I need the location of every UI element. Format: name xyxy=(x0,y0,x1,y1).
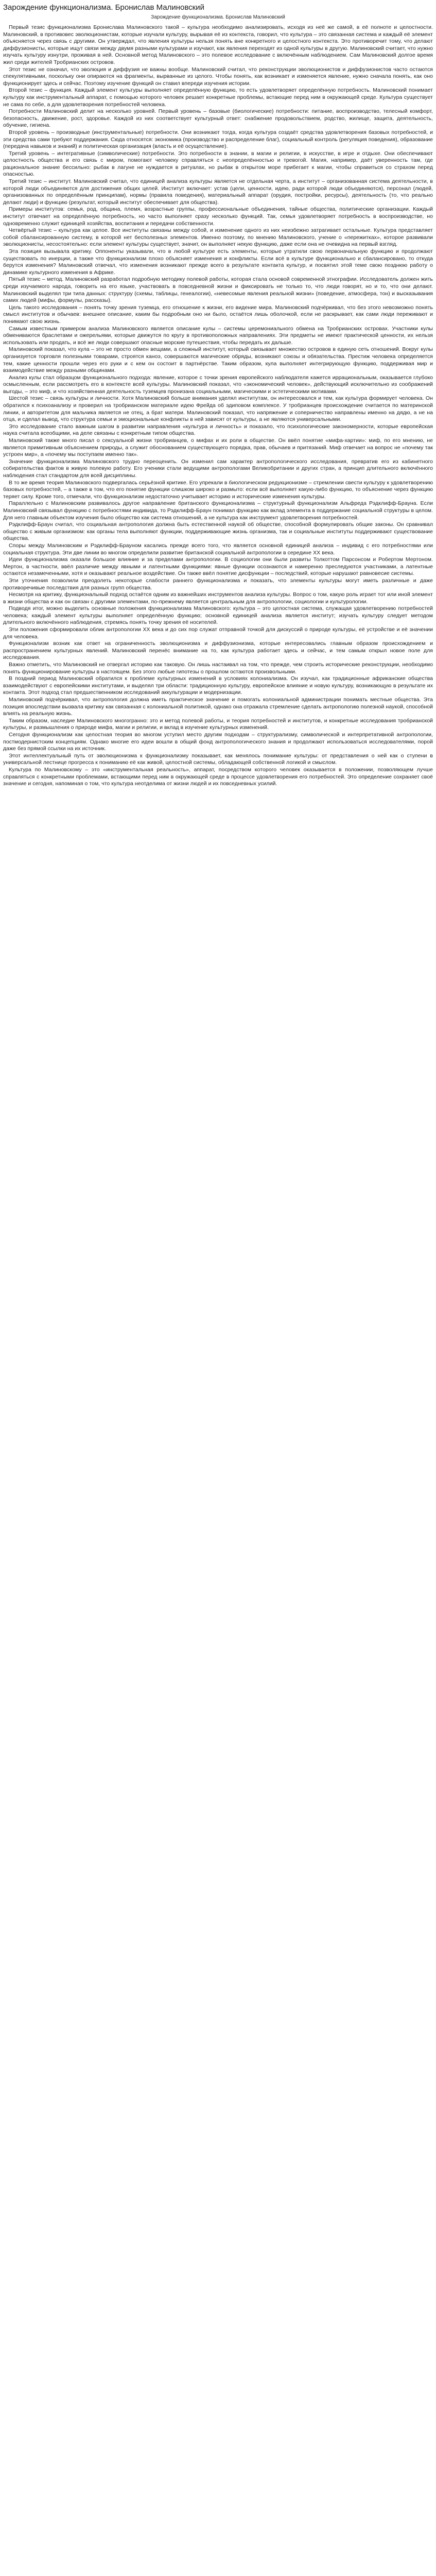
article-body xyxy=(3,24,433,788)
article-paragraph: Второй тезис – функция. Каждый элемент культуры выполняет определённую функцию, то есть удовлетворяет определённую потребность. Малиновский понимает культуру как инструментальный аппарат, с помощью которого человек решает конкретные проблемы, встающие перед ним в окружающей среде. Культура существует не сама по себе, а для удовлетворения потребностей человека. xyxy=(3,87,433,108)
article-paragraph: Второй уровень – производные (инструментальные) потребности. Они возникают тогда, когда культура создаёт средства удовлетворения базовых потребностей, и эти средства сами требуют поддержания. Сюда относятся: экономика (производство и распределение благ), социальный контроль (регуляция поведения), образование (передача навыков и знаний) и политическая организация (власть и её осуществление). xyxy=(3,129,433,150)
article-paragraph: Первый тезис функционализма Бронислава Малиновского такой – культура необходимо анализировать, исходя из неё же самой, в её полноте и целостности. Малиновский, в противовес эволюционистам, которые изучали культуру, вырывая её из контекста, говорил, что культура – это связанная система и каждый её элемент объясняется через связь с другими. Он утверждал, что явления культуры нельзя понять вне конкретного и целостного контекста. Это противоречит тому, что делают диффузионисты, которые ищут связи между двумя разными культурами и изучают, как явления переходят из одной культуры в другую. Малиновский считает, что нужно изучать культуру изнутри, проживая в ней. Основной метод Малиновского – это полевое исследование с включённым наблюдением. Сам Малиновский долгое время жил среди жителей Тробрианских островов. xyxy=(3,24,433,65)
article-paragraph: Шестой тезис – связь культуры и личности. Хотя Малиновский больше внимания уделял институтам, он интересовался и тем, как культура формирует человека. Он обратился к психоанализу и проверил на тробрианском материале идею Фрейда об эдиповом комплексе. У тробрианцев происхождение считается по материнской линии, и авторитетом для мальчика является не отец, а брат матери. Малиновский показал, что напряжение и соперничество направлены именно на дядю, а не на отца, и сделал вывод, что структура семьи и эмоциональные конфликты в ней зависят от культуры, а не являются универсальными. xyxy=(3,395,433,423)
article-paragraph: Потребности Малиновский делит на несколько уровней. Первый уровень – базовые (биологические) потребности: питание, воспроизводство, телесный комфорт, безопасность, движение, рост, здоровье. Каждой из них соответствует культурный ответ: снабжение продовольствием, родство, жилище, защита, деятельность, обучение, гигиена. xyxy=(3,108,433,129)
article-paragraph: Таким образом, наследие Малиновского многогранно: это и метод полевой работы, и теория потребностей и институтов, и конкретные исследования тробрианской культуры, и размышления о природе мифа, магии и религии, и вклад в изучение культурных изменений. xyxy=(3,717,433,731)
article-paragraph: Идеи функционализма оказали большое влияние и за пределами антропологии. В социологии они были развиты Толкоттом Парсонсом и Робертом Мертоном. Мертон, в частности, ввёл различие между явными и латентными функциями: явные функции осознаются и намеренно преследуются участниками, а латентные остаются незамеченными, хотя и оказывают реальное воздействие. Он также ввёл понятие дисфункции – последствий, которые нарушают равновесие системы. xyxy=(3,556,433,577)
article-paragraph: Эти уточнения позволили преодолеть некоторые слабости раннего функционализма и показать, что элементы культуры могут иметь различные и даже противоречивые последствия для разных групп общества. xyxy=(3,577,433,591)
article-paragraph: Важно отметить, что Малиновский не отвергал историю как таковую. Он лишь настаивал на том, что прежде, чем строить исторические реконструкции, необходимо понять функционирование культуры в настоящем. Без этого любые гипотезы о прошлом остаются произвольными. xyxy=(3,662,433,675)
article-paragraph: Четвёртый тезис – культура как целое. Все институты связаны между собой, и изменение одного из них неизбежно затрагивает остальные. Культура представляет собой сбалансированную систему, в которой нет бесполезных элементов. Именно поэтому, по мнению Малиновского, учение о «пережитках», которое развивали эволюционисты, несостоятельно: если элемент культуры существует, значит, он выполняет некую функцию, даже если она не очевидна на первый взгляд. xyxy=(3,227,433,248)
article-paragraph: Рэдклифф-Браун считал, что социальная антропология должна быть естественной наукой об обществе, способной формулировать общие законы. Он сравнивал общество с живым организмом: как органы тела выполняют функции, поддерживающие жизнь организма, так и социальные институты поддерживают существование общества. xyxy=(3,521,433,542)
article-title: Зарождение функционализма. Бронислав Малиновский xyxy=(3,3,204,12)
article-paragraph: Значение функционализма Малиновского трудно переоценить. Он изменил сам характер антропологического исследования, превратив его из кабинетного собирательства фактов в живую полевую работу. Его ученики стали ведущими антропологами Великобритании и других стран, а принцип длительного включённого наблюдения стал стандартом для всей дисциплины. xyxy=(3,458,433,479)
article-paragraph: Параллельно с Малиновским развивалось другое направление британского функционализма – структурный функционализм Альфреда Рэдклифф-Брауна. Если Малиновский связывал функцию с потребностями индивида, то Рэдклифф-Браун понимал функцию как вклад элемента в поддержание социальной структуры в целом. Для него главным объектом изучения было общество как система отношений, а не культура как инструмент удовлетворения потребностей. xyxy=(3,500,433,521)
article-paragraph: Сегодня функционализм как целостная теория во многом уступил место другим подходам – структурализму, символической и интерпретативной антропологии, постмодернистским концепциям. Однако многие его идеи вошли в общий фонд антропологического знания и продолжают использоваться исследователями, порой даже без прямой ссылки на их источник. xyxy=(3,731,433,752)
article-paragraph: Несмотря на критику, функциональный подход остаётся одним из важнейших инструментов анализа культуры. Вопрос о том, какую роль играет тот или иной элемент в жизни общества и как он связан с другими элементами, по-прежнему является центральным для антропологии, социологии и культурологии. xyxy=(3,591,433,605)
article-paragraph: Подводя итог, можно выделить основные положения функционализма Малиновского: культура – это целостная система, служащая удовлетворению потребностей человека; каждый элемент культуры выполняет определённую функцию; основной единицей анализа является институт; изучать культуру следует методом длительного включённого наблюдения, стремясь понять точку зрения её носителей. xyxy=(3,605,433,626)
article-paragraph: Эти положения сформировали облик антропологии XX века и до сих пор служат отправной точкой для дискуссий о природе культуры, её устройстве и её значении для человека. xyxy=(3,626,433,640)
article-page xyxy=(0,0,436,803)
article-paragraph: Этот тезис не означал, что эволюция и диффузия не важны вообще. Малиновский считал, что реконструкции эволюционистов и диффузионистов часто остаются спекулятивными, поскольку они опираются на фрагменты, вырванные из целого. Чтобы понять, как возникает и изменяется явление, нужно сначала понять, как оно функционирует здесь и сейчас. Поэтому изучение функций он ставил впереди изучения истории. xyxy=(3,66,433,87)
article-paragraph: Анализ кулы стал образцом функционального подхода: явление, которое с точки зрения европейского наблюдателя кажется иррациональным, оказывается глубоко осмысленным, если рассмотреть его в контексте всей культуры. Малиновский показал, что «экономический человек», действующий исключительно из соображений выгоды, – это миф, и что хозяйственная деятельность туземцев пронизана социальными, магическими и эстетическими мотивами. xyxy=(3,374,433,395)
article-paragraph: Этот интеллектуальный путь от эволюционизма к функционализму показывает, как менялось понимание культуры: от представления о ней как о ступени в универсальной лестнице прогресса к пониманию её как живой, целостной системы, обладающей собственной логикой и смыслом. xyxy=(3,752,433,766)
article-paragraph: Третий уровень – интегративные (символические) потребности. Это потребности в знании, в магии и религии, в искусстве, в игре и отдыхе. Они обеспечивают целостность общества и его связь с миром, помогают человеку справляться с неопределённостью и тревогой. Магия, например, даёт уверенность там, где рациональное знание бессильно: рыбак в лагуне не нуждается в ритуалах, но рыбак в открытом море прибегает к магии, чтобы справиться со страхом перед опасностью. xyxy=(3,150,433,178)
article-paragraph: Споры между Малиновским и Рэдклифф-Брауном касались прежде всего того, что является основной единицей анализа – индивид с его потребностями или социальная структура. Эти две линии во многом определили развитие британской социальной антропологии в середине XX века. xyxy=(3,542,433,556)
article-paragraph: Функционализм возник как ответ на ограниченность эволюционизма и диффузионизма, которые интересовались главным образом происхождением и распространением культурных явлений. Малиновский перенёс внимание на то, как культура работает здесь и сейчас, и тем самым открыл новое поле для исследования. xyxy=(3,640,433,661)
article-subtitle: Зарождение функционализма. Бронислав Малиновский xyxy=(151,14,285,20)
article-paragraph: Это исследование стало важным шагом в развитии направления «культура и личность» и показало, что психологические закономерности, которые европейская наука считала всеобщими, на деле связаны с конкретным типом общества. xyxy=(3,423,433,437)
article-paragraph: Самым известным примером анализа Малиновского является описание кулы – системы церемониального обмена на Тробрианских островах. Участники кулы обмениваются браслетами и ожерельями, которые движутся по кругу в противоположных направлениях. Эти предметы не имеют практической ценности, их нельзя использовать или продать, и всё же люди совершают опасные морские путешествия, чтобы передать их дальше. xyxy=(3,325,433,346)
article-paragraph: Культура по Малиновскому – это «инструментальная реальность», аппарат, посредством которого человек оказывается в положении, позволяющем лучше справляться с конкретными проблемами, встающими перед ним в окружающей среде в процессе удовлетворения его потребностей. Это определение сохраняет своё значение и сегодня, напоминая о том, что культура неотделима от жизни людей и их повседневных усилий. xyxy=(3,766,433,787)
article-paragraph: В то же время теория Малиновского подвергалась серьёзной критике. Его упрекали в биологическом редукционизме – стремлении свести культуру к удовлетворению базовых потребностей, – а также в том, что его понятие функции слишком широко и размыто: если всё выполняет какую-либо функцию, то объяснение через функцию теряет силу. Кроме того, отмечали, что функционализм недостаточно учитывает историю и исторические изменения культуры. xyxy=(3,479,433,500)
article-paragraph: Примеры институтов: семья, род, община, племя, возрастные группы, профессиональные объединения, тайные общества, политические организации. Каждый институт отвечает на определённую потребность, но часто выполняет сразу несколько функций. Так, семья удовлетворяет потребность в воспроизводстве, но одновременно служит единицей хозяйства, воспитания и передачи собственности. xyxy=(3,206,433,227)
article-paragraph: Цель такого исследования – понять точку зрения туземца, его отношение к жизни, его видение мира. Малиновский подчёркивал, что без этого невозможно понять смысл институтов и обычаев: внешнее описание, каким бы подробным оно ни было, остаётся лишь оболочкой, если не раскрывает, как сами люди переживают и понимают свою жизнь. xyxy=(3,304,433,325)
article-paragraph: В поздний период Малиновский обратился к проблеме культурных изменений в условиях колониализма. Он изучал, как традиционные африканские общества взаимодействуют с европейскими институтами, и выделял три области: традиционную культуру, европейское влияние и новую культуру, возникающую в результате их контакта. Этот подход стал предшественником исследований аккультурации и модернизации. xyxy=(3,675,433,696)
article-paragraph: Эта позиция вызывала критику. Оппоненты указывали, что в любой культуре есть элементы, которые утратили свою первоначальную функцию и продолжают существовать по инерции, а также что функционализм плохо объясняет изменения и конфликты. Если всё в культуре функционально и сбалансировано, то откуда берутся изменения? Малиновский отвечал, что изменения возникают прежде всего в результате контакта культур, и посвятил этой теме свою позднюю работу о динамике культурного изменения в Африке. xyxy=(3,248,433,276)
article-paragraph: Малиновский подчёркивал, что антропология должна иметь практическое значение и помогать колониальной администрации понимать местные общества. Эта позиция впоследствии вызвала критику как связанная с колониальной политикой, однако она отражала стремление сделать антропологию полезной наукой, способной влиять на реальную жизнь. xyxy=(3,697,433,717)
article-paragraph: Третий тезис – институт. Малиновский считал, что единицей анализа культуры является не отдельная черта, а институт – организованная система деятельности, в которой люди объединяются для достижения общих целей. Институт включает: устав (цели, ценности, идею, ради которой люди объединяются), персонал (людей, организованных по определённым принципам), нормы (правила поведения), материальный аппарат (орудия, постройки, ресурсы), деятельность (то, что реально делают люди) и функцию (результат, который институт обеспечивает для общества). xyxy=(3,178,433,206)
article-paragraph: Малиновский показал, что кула – это не просто обмен вещами, а сложный институт, который связывает множество островов в единую сеть отношений. Вокруг кулы организуется торговля полезными товарами, строятся каноэ, совершаются магические обряды, возникают союзы и обязательства. Престиж человека определяется тем, какие ценности прошли через его руки и с кем он состоит в партнёрстве. Таким образом, кула выполняет интегрирующую функцию, поддерживая мир и взаимодействие между разными общинами. xyxy=(3,346,433,374)
article-paragraph: Пятый тезис – метод. Малиновский разработал подробную методику полевой работы, которая стала основой современной этнографии. Исследователь должен жить среди изучаемого народа, говорить на его языке, участвовать в повседневной жизни и фиксировать не только то, что люди говорят, но и то, что они делают. Малиновский выделял три типа данных: структуру (схемы, таблицы, генеалогии), «невесомые явления реальной жизни» (поведение, атмосфера, тон) и высказывания самих людей (мифы, формулы, рассказы). xyxy=(3,276,433,304)
article-paragraph: Малиновский также много писал о сексуальной жизни тробрианцев, о мифах и их роли в обществе. Он ввёл понятие «мифа-хартии»: миф, по его мнению, не является примитивным объяснением природы, а служит обоснованием существующего порядка, прав, обычаев и притязаний. Миф отвечает на вопрос не «почему так устроен мир», а «почему мы поступаем именно так». xyxy=(3,437,433,458)
